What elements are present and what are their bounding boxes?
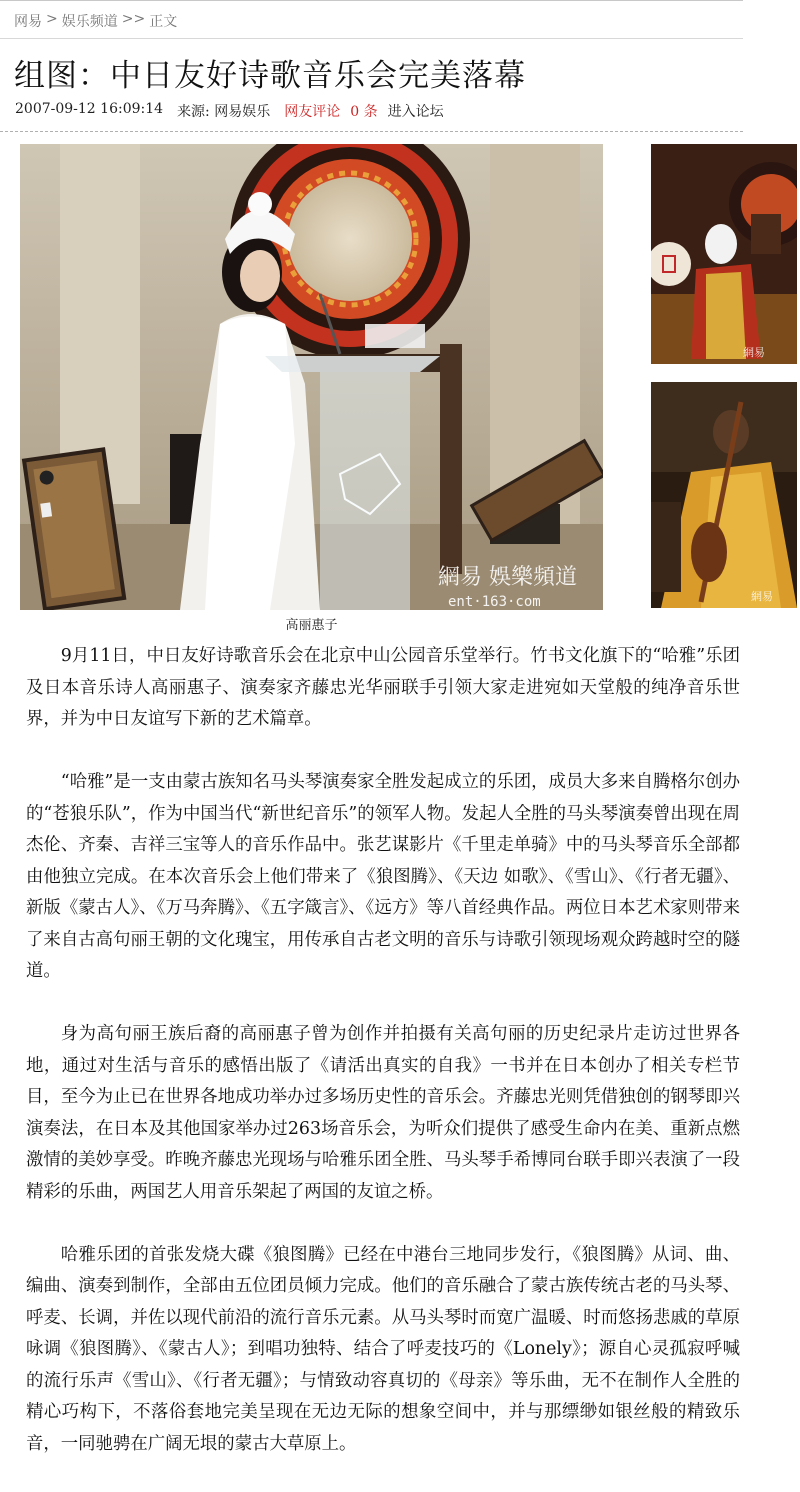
thumbnail-1-watermark: 網易 (743, 346, 765, 359)
breadcrumb-separator: > (46, 11, 58, 27)
breadcrumb-channel-link[interactable]: 娱乐频道 (61, 14, 118, 30)
article-meta (15, 101, 444, 121)
article-datetime: 2007-09-12 16:09:14 (15, 101, 164, 117)
article-title: 组图：中日友好诗歌音乐会完美落幕 (14, 58, 526, 94)
main-photo (20, 144, 603, 610)
meta-divider (0, 131, 743, 132)
breadcrumb-separator: >> (121, 11, 146, 27)
article-paragraph-3: 身为高句丽王族后裔的高丽惠子曾为创作并拍摄有关高句丽的历史纪录片走访过世界各地，通过对生活与音乐的感悟出版了《请活出真实的自我》一书并在日本创办了相关专栏节目，至今为止已在世界各地成功举办过多场历史性的音乐会。齐藤忠光则凭借独创的钢琴即兴演奏法，在日本及其他国家举办过263场音乐会，为听众们提供了感受生命内在美、重新点燃激情的美妙享受。昨晚齐藤忠光现场与哈雅乐团全胜、马头琴手希博同台联手即兴表演了一段精彩的乐曲，两国艺人用音乐架起了两国的友谊之桥。 (26, 1024, 740, 1202)
thumbnail-2-watermark: 網易 (751, 590, 773, 603)
main-photo-caption: 高丽惠子 (285, 618, 338, 633)
article-paragraph-4: 哈雅乐团的首张发烧大碟《狼图腾》已经在中港台三地同步发行，《狼图腾》从词、曲、编曲、演奏到制作，全部由五位团员倾力完成。他们的音乐融合了蒙古族传统古老的马头琴、呼麦、长调，并佐以现代前沿的流行音乐元素。从马头琴时而宽广温暖、时而悠扬悲戚的草原咏调《狼图腾》、《蒙古人》；到唱功独特、结合了呼麦技巧的《Lonely》；源自心灵孤寂呼喊的流行乐声《雪山》、《行者无疆》；与情致动容真切的《母亲》等乐曲，无不在制作人全胜的精心巧构下，不落俗套地完美呈现在无边无际的想象空间中，并与那缥缈如银丝般的精致乐音，一同驰骋在广阔无垠的蒙古大草原上。 (26, 1244, 740, 1454)
comments-link[interactable]: 网友评论 (284, 104, 341, 120)
article-body (26, 641, 740, 1492)
main-photo-watermark: 網易 娛樂頻道 (438, 565, 577, 590)
article-paragraph-2: “哈雅”是一支由蒙古族知名马头琴演奏家全胜发起成立的乐团，成员大多来自腾格尔创办的“苍狼乐队”，作为中国当代“新世纪音乐”的领军人物。发起人全胜的马头琴演奏曾出现在周杰伦、齐秦、吉祥三宝等人的音乐作品中。张艺谋影片《千里走单骑》中的马头琴音乐全部都由他独立完成。在本次音乐会上他们带来了《狼图腾》、《天边 如歌》、《雪山》、《行者无疆》、新版《蒙古人》、《万马奔腾》、《五字箴言》、《远方》等八首经典作品。两位日本艺术家则带来了来自古高句丽王朝的文化瑰宝，用传承自古老文明的音乐与诗歌引领现场观众跨越时空的隧道。 (26, 772, 740, 981)
breadcrumb-current: 正文 (149, 14, 178, 30)
forum-link[interactable]: 进入论坛 (387, 104, 444, 120)
article-paragraph-1: 9月11日，中日友好诗歌音乐会在北京中山公园音乐堂举行。竹书文化旗下的“哈雅”乐团及日本音乐诗人高丽惠子、演奏家齐藤忠光华丽联手引领大家走进宛如天堂般的纯净音乐世界，并为中日友谊写下新的艺术篇章。 (26, 646, 740, 729)
thumbnail-photo-2[interactable] (651, 382, 797, 608)
breadcrumb-divider (0, 38, 743, 39)
breadcrumb-home-link[interactable]: 网易 (14, 14, 42, 30)
main-photo-watermark-url: ent·163·com (448, 594, 541, 610)
breadcrumb (14, 11, 177, 31)
thumbnail-photo-1[interactable] (651, 144, 797, 364)
top-rule (0, 0, 743, 1)
article-source: 来源: 网易娱乐 (177, 104, 271, 120)
comments-count[interactable]: 0 条 (350, 104, 378, 120)
